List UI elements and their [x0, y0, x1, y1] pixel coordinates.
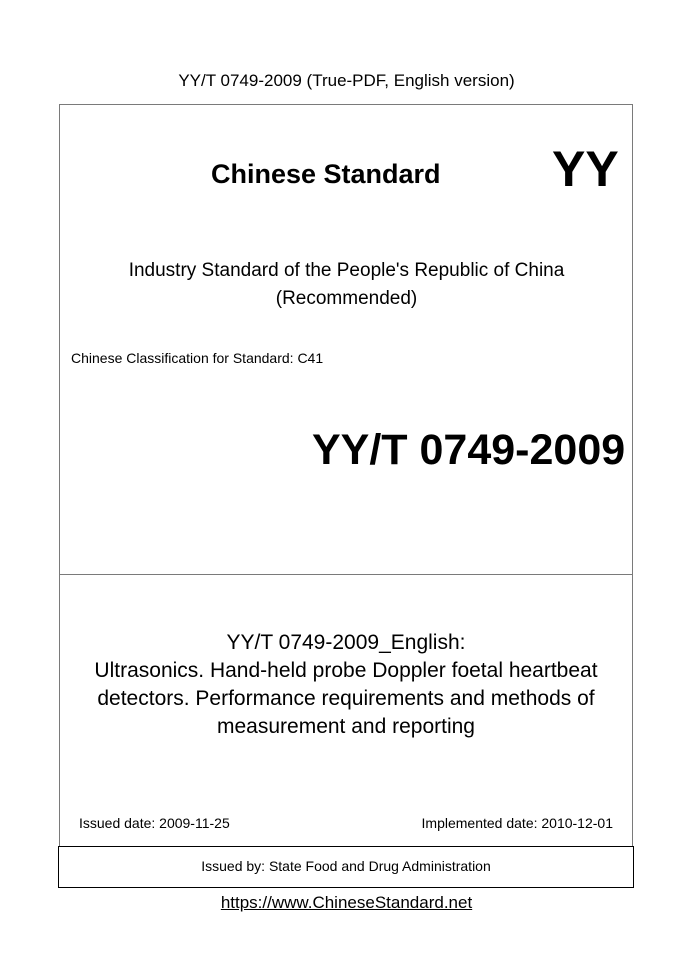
title-line-3: detectors. Performance requirements and methods of — [97, 687, 595, 710]
recommended-label: (Recommended) — [275, 288, 418, 309]
industry-standard-line: Industry Standard of the People's Republic of China — [128, 260, 565, 281]
issued-date: Issued date: 2009-11-25 — [79, 815, 230, 831]
cover-heading: Chinese Standard — [211, 159, 441, 189]
standard-number: YY/T 0749-2009 — [312, 426, 626, 474]
title-line-1: YY/T 0749-2009_English: — [226, 631, 466, 654]
website-link[interactable]: https://www.ChineseStandard.net — [220, 893, 473, 912]
footer — [0, 892, 693, 914]
title-line-2: Ultrasonics. Hand-held probe Doppler foetal heartbeat — [94, 659, 598, 682]
classification-line: Chinese Classification for Standard: C41 — [71, 350, 324, 366]
standard-code-mark: YY — [552, 141, 619, 197]
implemented-date: Implemented date: 2010-12-01 — [421, 815, 613, 831]
document-header: YY/T 0749-2009 (True-PDF, English version) — [178, 71, 515, 90]
title-line-4: measurement and reporting — [217, 715, 475, 738]
document-title — [59, 629, 633, 741]
issuer-line: Issued by: State Food and Drug Administration — [58, 846, 634, 888]
